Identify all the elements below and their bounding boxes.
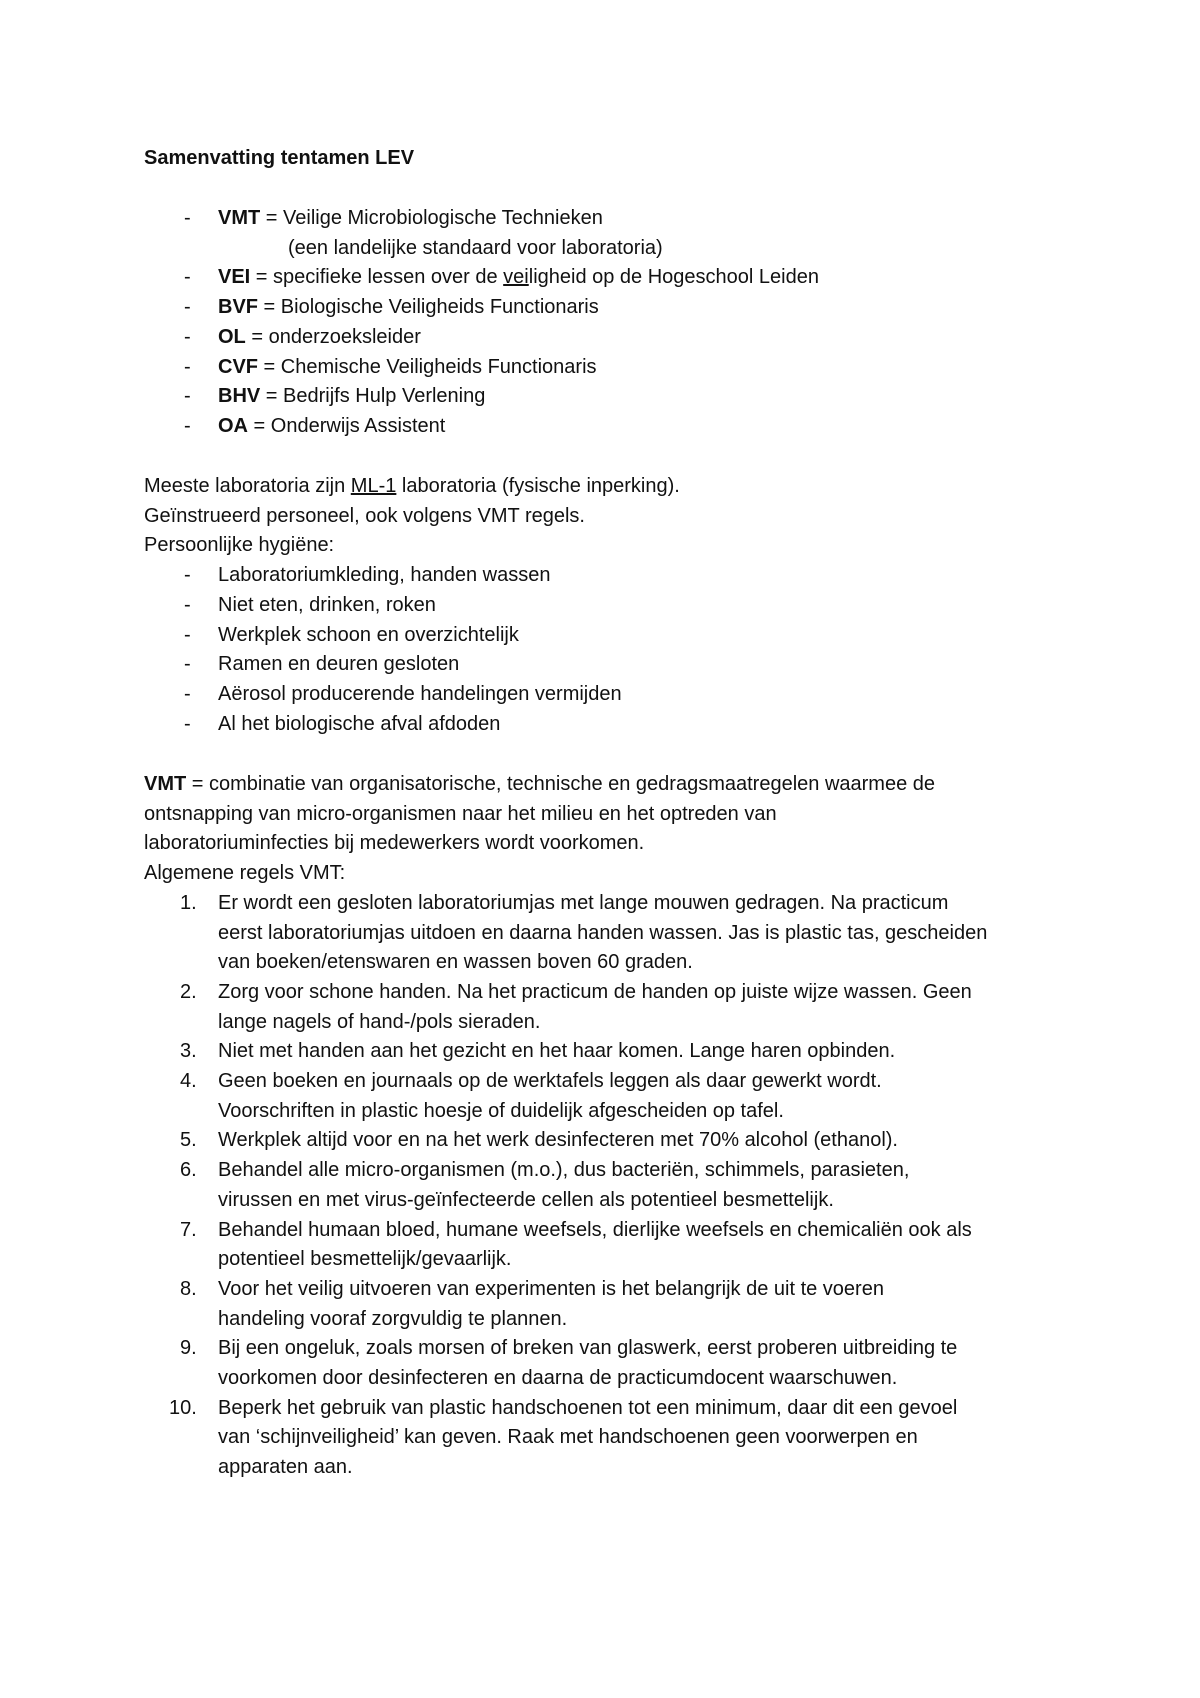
bullet-dash: - [184, 653, 191, 676]
rule-line: Geen boeken en journaals op de werktafels leggen als daar gewerkt wordt. [218, 1070, 882, 1093]
bullet-dash: - [184, 564, 191, 587]
list-item [144, 591, 1074, 621]
list-item [144, 710, 1074, 740]
rule-item [144, 1126, 1074, 1156]
list-item [144, 263, 1074, 293]
rule-item [144, 889, 1074, 978]
bullet-dash: - [184, 296, 191, 319]
list-item-subline [144, 234, 1074, 264]
hygiene-item: Niet eten, drinken, roken [218, 593, 436, 616]
rule-item [144, 1216, 1074, 1275]
abbreviation: VMT [218, 207, 261, 229]
list-item [144, 561, 1074, 591]
rule-item [144, 1156, 1074, 1215]
ml-sentence [144, 472, 1074, 502]
underlined-text: vei [503, 266, 529, 289]
bullet-dash: - [184, 414, 191, 437]
list-item [144, 323, 1074, 353]
hygiene-item: Ramen en deuren gesloten [218, 653, 460, 676]
abbreviation-text: = onderzoeksleider [245, 325, 421, 348]
rule-number: 1. [180, 891, 197, 914]
abbreviation: VEI [218, 266, 251, 289]
rule-item [144, 1334, 1074, 1393]
abbreviation: VMT [144, 773, 187, 795]
rule-line: Zorg voor schone handen. Na het practicum de handen op juiste wijze wassen. Geen [218, 980, 972, 1003]
rule-line: van boeken/etenswaren en wassen boven 60 graden. [218, 951, 693, 974]
bullet-dash: - [184, 712, 191, 735]
list-item [144, 621, 1074, 651]
abbreviation: OA [218, 414, 248, 437]
rule-line: handeling vooraf zorgvuldig te plannen. [218, 1307, 568, 1330]
rule-line: Niet met handen aan het gezicht en het haar komen. Lange haren opbinden. [218, 1040, 896, 1063]
hygiene-list [144, 561, 1074, 739]
rule-line: potentieel besmettelijk/gevaarlijk. [218, 1248, 512, 1271]
document-title: Samenvatting tentamen LEV [144, 147, 415, 169]
rule-number: 2. [180, 980, 197, 1003]
rule-item [144, 1275, 1074, 1334]
rule-line: apparaten aan. [218, 1456, 353, 1479]
rule-line: van ‘schijnveiligheid’ kan geven. Raak met handschoenen geen voorwerpen en [218, 1426, 918, 1449]
abbreviation-text: = Biologische Veiligheids Functionaris [258, 296, 599, 319]
rule-line: Werkplek altijd voor en na het werk desinfecteren met 70% alcohol (ethanol). [218, 1129, 898, 1152]
rules-list [144, 889, 1074, 1483]
rule-line: Er wordt een gesloten laboratoriumjas met lange mouwen gedragen. Na practicum [218, 891, 949, 914]
abbreviation-text: ligheid op de Hogeschool Leiden [528, 266, 819, 289]
rule-line: Bij een ongeluk, zoals morsen of breken van glaswerk, eerst proberen uitbreiding te [218, 1337, 958, 1360]
rule-line: Voor het veilig uitvoeren van experimenten is het belangrijk de uit te voeren [218, 1277, 884, 1300]
rule-number: 9. [180, 1337, 197, 1360]
vmt-definition-line: laboratoriuminfecties bij medewerkers wordt voorkomen. [144, 832, 645, 855]
rule-number: 10. [169, 1396, 197, 1419]
rule-number: 5. [180, 1129, 197, 1152]
bullet-dash: - [184, 355, 191, 378]
hygiene-item: Al het biologische afval afdoden [218, 712, 501, 735]
vmt-definition-line: ontsnapping van micro-organismen naar het milieu en het optreden van [144, 802, 777, 825]
bullet-dash: - [184, 682, 191, 705]
rule-item [144, 1067, 1074, 1126]
personnel-sentence: Geïnstrueerd personeel, ook volgens VMT regels. [144, 504, 585, 527]
ml-text: Meeste laboratoria zijn [144, 475, 351, 497]
bullet-dash: - [184, 207, 191, 229]
rule-line: eerst laboratoriumjas uitdoen en daarna handen wassen. Jas is plastic tas, gescheiden [218, 921, 988, 944]
hygiene-item: Laboratoriumkleding, handen wassen [218, 564, 551, 587]
hygiene-section [144, 472, 1074, 739]
bullet-dash: - [184, 266, 191, 289]
abbreviation: BHV [218, 385, 261, 408]
bullet-dash: - [184, 593, 191, 616]
vmt-section [144, 770, 1074, 1483]
list-item [144, 204, 1074, 234]
hygiene-item: Aërosol producerende handelingen vermijden [218, 682, 622, 705]
rule-item [144, 978, 1074, 1037]
hygiene-item: Werkplek schoon en overzichtelijk [218, 623, 519, 646]
rule-number: 8. [180, 1277, 197, 1300]
abbreviation-text: = Onderwijs Assistent [248, 414, 446, 437]
rule-line: Beperk het gebruik van plastic handschoenen tot een minimum, daar dit een gevoel [218, 1396, 958, 1419]
rules-heading: Algemene regels VMT: [144, 862, 346, 885]
rule-line: voorkomen door desinfecteren en daarna de practicumdocent waarschuwen. [218, 1367, 898, 1390]
rule-line: Behandel humaan bloed, humane weefsels, dierlijke weefsels en chemicaliën ook als [218, 1218, 972, 1241]
vmt-definition-line [144, 770, 1074, 800]
rule-number: 4. [180, 1070, 197, 1093]
bullet-dash: - [184, 385, 191, 408]
list-item [144, 382, 1074, 412]
list-item [144, 650, 1074, 680]
ml-text: laboratoria (fysische inperking). [396, 475, 680, 497]
abbreviation-text: = Bedrijfs Hulp Verlening [260, 385, 486, 408]
list-item [144, 353, 1074, 383]
rule-line: Behandel alle micro-organismen (m.o.), dus bacteriën, schimmels, parasieten, [218, 1159, 910, 1182]
abbreviation: CVF [218, 355, 258, 378]
abbreviation: BVF [218, 296, 258, 319]
abbreviation-text: = specifieke lessen over de [250, 266, 504, 289]
list-item [144, 680, 1074, 710]
abbreviation-subtext: (een landelijke standaard voor laboratoria) [288, 236, 663, 259]
rule-number: 3. [180, 1040, 197, 1063]
rule-line: lange nagels of hand-/pols sieraden. [218, 1010, 541, 1033]
list-item [144, 412, 1074, 442]
bullet-dash: - [184, 623, 191, 646]
abbreviation-list [144, 204, 1074, 442]
rule-item [144, 1394, 1074, 1483]
rule-item [144, 1037, 1074, 1067]
abbreviation-text: = Veilige Microbiologische Technieken [260, 207, 603, 229]
abbreviation: OL [218, 325, 246, 348]
list-item [144, 293, 1074, 323]
ml-level: ML-1 [350, 475, 397, 497]
rule-line: virussen en met virus-geïnfecteerde cellen als potentieel besmettelijk. [218, 1188, 834, 1211]
rule-number: 6. [180, 1159, 197, 1182]
hygiene-heading: Persoonlijke hygiëne: [144, 534, 335, 557]
rule-line: Voorschriften in plastic hoesje of duidelijk afgescheiden op tafel. [218, 1099, 784, 1122]
vmt-definition-text: = combinatie van organisatorische, technische en gedragsmaatregelen waarmee de [186, 773, 935, 795]
rule-number: 7. [180, 1218, 197, 1241]
abbreviation-text: = Chemische Veiligheids Functionaris [258, 355, 597, 378]
bullet-dash: - [184, 325, 191, 348]
